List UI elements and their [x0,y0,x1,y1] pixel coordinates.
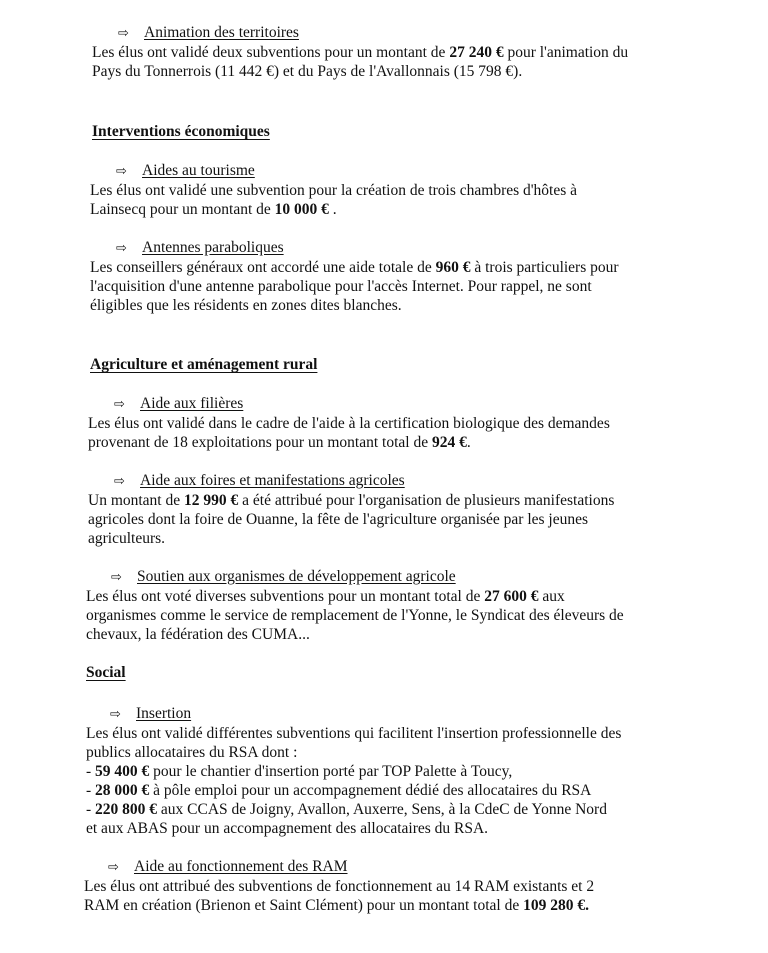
section-heading-social: Social [86,664,126,681]
right-arrow-icon: ⇨ [108,860,119,875]
right-arrow-icon: ⇨ [110,707,121,722]
text-segment: à pôle emploi pour un accompagnement dédié des allocataires du RSA [149,782,592,799]
paragraph-line [84,877,594,896]
amount-text: 28 000 € [95,782,150,799]
text-segment: éligibles que les résidents en zones dites blanches. [90,297,402,314]
subsection-title: Aide aux foires et manifestations agricoles [140,472,405,489]
text-segment: à trois particuliers pour [470,259,619,276]
amount-text: 27 600 € [484,588,539,605]
paragraph-line [86,800,621,819]
paragraph-line [88,433,610,452]
subsection-aide-aux-filieres [114,394,243,414]
text-segment: . [328,201,337,218]
text-segment: a été attribué pour l'organisation de plusieurs manifestations [238,492,615,509]
paragraph-line [90,200,577,219]
amount-text: 59 400 € [95,763,150,780]
text-segment: publics allocataires du RSA dont : [86,744,298,761]
text-segment: Pays du Tonnerrois (11 442 €) et du Pays de l'Avallonnais (15 798 €). [92,63,523,80]
amount-text: 27 240 € [449,44,504,61]
paragraph-line [86,587,624,606]
text-segment: Un montant de [88,492,184,509]
text-segment: agricoles dont la foire de Ouanne, la fête de l'agriculture organisée par les jeunes [88,511,589,528]
paragraph-line [90,277,619,296]
amount-text: 960 € [435,259,471,276]
paragraph-aides-au-tourisme [90,181,577,219]
subsection-soutien-aux-organismes [111,567,456,587]
paragraph-line [88,491,614,510]
amount-text: 220 800 € [95,801,158,818]
paragraph-line [88,414,610,433]
paragraph-line [86,724,621,743]
paragraph-insertion [86,724,621,838]
right-arrow-icon: ⇨ [116,164,127,179]
text-segment: Les élus ont validé deux subventions pour un montant de [92,44,450,61]
subsection-animation-des-territoires [118,23,299,43]
right-arrow-icon: ⇨ [111,570,122,585]
paragraph-line [86,819,621,838]
paragraph-aide-aux-foires [88,491,614,548]
paragraph-line [84,896,594,915]
subsection-title: Soutien aux organismes de développement agricole [137,568,456,585]
text-segment: Les élus ont validé dans le cadre de l'aide à la certification biologique des demandes [88,415,610,432]
right-arrow-icon: ⇨ [114,474,125,489]
text-segment: chevaux, la fédération des CUMA... [86,626,310,643]
text-segment: - [86,782,96,799]
text-segment: Les élus ont voté diverses subventions pour un montant total de [86,588,485,605]
subsection-title: Aide au fonctionnement des RAM [134,858,348,875]
text-segment: . [466,434,471,451]
paragraph-aide-au-fonctionnement-des-ram [84,877,594,915]
paragraph-aide-aux-filieres [88,414,610,452]
text-segment: provenant de 18 exploitations pour un montant total de [88,434,432,451]
text-segment: - [86,763,96,780]
paragraph-line [92,43,628,62]
text-segment: Les élus ont attribué des subventions de fonctionnement au 14 RAM existants et 2 [84,878,595,895]
text-segment: RAM en création (Brienon et Saint Clément) pour un montant total de [84,897,524,914]
right-arrow-icon: ⇨ [118,26,129,41]
subsection-antennes-paraboliques [116,238,284,258]
paragraph-line [86,762,621,781]
paragraph-line [90,296,619,315]
amount-text: 924 € [431,434,467,451]
text-segment: Les élus ont validé une subvention pour la création de trois chambres d'hôtes à [90,182,578,199]
subsection-aides-au-tourisme [116,161,255,181]
text-segment: Les conseillers généraux ont accordé une aide totale de [90,259,436,276]
text-segment: pour le chantier d'insertion porté par TOP Palette à Toucy, [149,763,513,780]
subsection-aide-au-fonctionnement-des-ram [108,857,348,877]
amount-text: 10 000 € [274,201,329,218]
section-heading-agriculture: Agriculture et aménagement rural [90,356,318,373]
subsection-title: Antennes paraboliques [142,239,284,256]
paragraph-soutien-aux-organismes [86,587,624,644]
paragraph-line [90,258,619,277]
paragraph-line [86,781,621,800]
subsection-title: Insertion [136,705,192,722]
text-segment: l'acquisition d'une antenne parabolique pour l'accès Internet. Pour rappel, ne sont [90,278,592,295]
subsection-title: Aide aux filières [140,395,244,412]
text-segment: agriculteurs. [88,530,166,547]
paragraph-line [92,62,628,81]
subsection-insertion [110,704,191,724]
subsection-title: Aides au tourisme [142,162,255,179]
text-segment: organismes comme le service de remplacement de l'Yonne, le Syndicat des éleveurs de [86,607,624,624]
text-segment: aux [538,588,565,605]
paragraph-antennes-paraboliques [90,258,619,315]
section-heading-interventions-economiques: Interventions économiques [92,123,270,140]
paragraph-line [88,529,614,548]
paragraph-line [86,606,624,625]
paragraph-line [88,510,614,529]
paragraph-line [90,181,577,200]
amount-text: 12 990 € [184,492,239,509]
paragraph-line [86,625,624,644]
subsection-aide-aux-foires [114,471,405,491]
text-segment: - [86,801,96,818]
paragraph-animation-des-territoires [92,43,628,81]
text-segment: pour l'animation du [503,44,629,61]
text-segment: Les élus ont validé différentes subventions qui facilitent l'insertion professionnelle des [86,725,622,742]
amount-text: 109 280 €. [523,897,589,914]
right-arrow-icon: ⇨ [116,241,127,256]
text-segment: et aux ABAS pour un accompagnement des allocataires du RSA. [86,820,489,837]
paragraph-line [86,743,621,762]
subsection-title: Animation des territoires [144,24,299,41]
right-arrow-icon: ⇨ [114,397,125,412]
text-segment: Lainsecq pour un montant de [90,201,275,218]
text-segment: aux CCAS de Joigny, Avallon, Auxerre, Sens, à la CdeC de Yonne Nord [157,801,607,818]
